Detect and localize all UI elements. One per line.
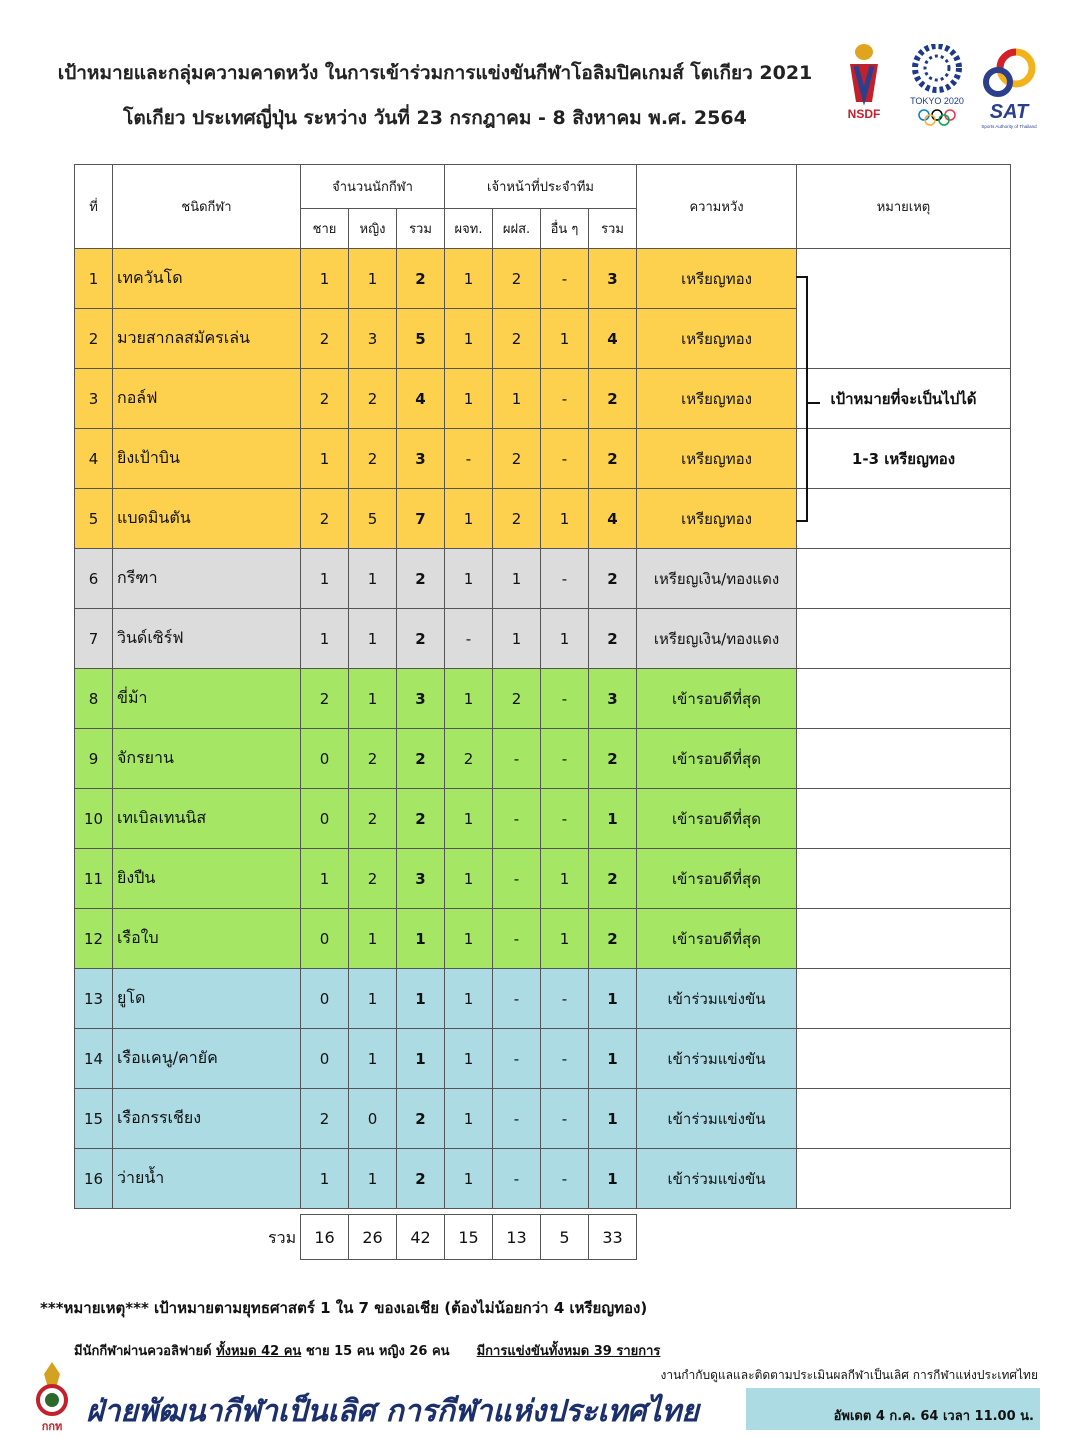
row-sport: เทควันโด [113, 249, 301, 309]
qual-text-post: ชาย 15 คน หญิง 26 คน [301, 1344, 450, 1359]
row-total: 1 [397, 969, 445, 1029]
qualification-summary [74, 1340, 660, 1361]
row-male: 1 [301, 249, 349, 309]
row-sport: ยิงเป้าบิน [113, 429, 301, 489]
row-no: 2 [75, 309, 113, 369]
row-female: 1 [349, 969, 397, 1029]
row-total: 2 [397, 249, 445, 309]
table-row [75, 1089, 1011, 1149]
row-remark [797, 1029, 1011, 1089]
row-coach: 1 [493, 609, 541, 669]
total-manager: 15 [445, 1215, 493, 1260]
row-other: - [541, 1089, 589, 1149]
row-staff-total: 2 [589, 849, 637, 909]
row-other: 1 [541, 309, 589, 369]
row-total: 7 [397, 489, 445, 549]
row-coach: 2 [493, 249, 541, 309]
table-row [75, 549, 1011, 609]
row-sport: ขี่ม้า [113, 669, 301, 729]
row-coach: 1 [493, 549, 541, 609]
col-total-header: รวม [397, 209, 445, 249]
row-sport: จักรยาน [113, 729, 301, 789]
row-expect: เข้ารอบดีที่สุด [637, 789, 797, 849]
row-female: 2 [349, 849, 397, 909]
row-manager: 2 [445, 729, 493, 789]
row-staff-total: 3 [589, 249, 637, 309]
update-timestamp: อัพเดต 4 ก.ค. 64 เวลา 11.00 น. [746, 1388, 1040, 1430]
row-manager: 1 [445, 789, 493, 849]
table-row [75, 429, 1011, 489]
row-male: 1 [301, 849, 349, 909]
row-staff-total: 4 [589, 309, 637, 369]
row-male: 2 [301, 1089, 349, 1149]
row-male: 1 [301, 609, 349, 669]
row-no: 11 [75, 849, 113, 909]
row-manager: 1 [445, 849, 493, 909]
total-staff: 33 [589, 1215, 637, 1260]
row-staff-total: 2 [589, 729, 637, 789]
row-no: 14 [75, 1029, 113, 1089]
row-no: 4 [75, 429, 113, 489]
row-female: 2 [349, 369, 397, 429]
col-female-header: หญิง [349, 209, 397, 249]
row-coach: - [493, 969, 541, 1029]
title-line-2: โตเกียว ประเทศญี่ปุ่น ระหว่าง วันที่ 23 กรกฎาคม - 8 สิงหาคม พ.ศ. 2564 [123, 107, 747, 129]
row-male: 1 [301, 429, 349, 489]
sat-logo [976, 42, 1042, 132]
table-row [75, 849, 1011, 909]
row-manager: 1 [445, 1089, 493, 1149]
tokyo-text: TOKYO 2020 [910, 96, 964, 106]
row-expect: เข้าร่วมแข่งขัน [637, 1149, 797, 1209]
col-male-header: ชาย [301, 209, 349, 249]
row-other: - [541, 429, 589, 489]
row-female: 1 [349, 1029, 397, 1089]
table-row [75, 669, 1011, 729]
sat-subtext: Sports Authority of Thailand [981, 124, 1037, 129]
row-remark [797, 849, 1011, 909]
row-other: 1 [541, 909, 589, 969]
table-row [75, 729, 1011, 789]
total-athletes: 42 [397, 1215, 445, 1260]
row-other: - [541, 1029, 589, 1089]
row-staff-total: 2 [589, 909, 637, 969]
row-sport: เรือกรรเชียง [113, 1089, 301, 1149]
row-male: 0 [301, 1029, 349, 1089]
col-remark-header: หมายเหตุ [797, 165, 1011, 249]
row-no: 8 [75, 669, 113, 729]
row-female: 1 [349, 249, 397, 309]
row-total: 5 [397, 309, 445, 369]
table-row [75, 489, 1011, 549]
row-remark [797, 489, 1011, 549]
row-staff-total: 2 [589, 609, 637, 669]
qual-text-pre: มีนักกีฬาผ่านควอลิฟายด์ [74, 1344, 217, 1359]
row-manager: 1 [445, 489, 493, 549]
total-female: 26 [349, 1215, 397, 1260]
logo-group [832, 42, 1042, 132]
row-other: 1 [541, 849, 589, 909]
row-expect: เข้ารอบดีที่สุด [637, 849, 797, 909]
row-staff-total: 2 [589, 369, 637, 429]
row-coach: - [493, 729, 541, 789]
row-no: 9 [75, 729, 113, 789]
row-coach: - [493, 1089, 541, 1149]
row-manager: 1 [445, 1029, 493, 1089]
row-remark [797, 549, 1011, 609]
row-coach: 1 [493, 369, 541, 429]
row-sport: ยูโด [113, 969, 301, 1029]
row-remark [797, 969, 1011, 1029]
row-expect: เหรียญทอง [637, 429, 797, 489]
table-row [75, 969, 1011, 1029]
row-male: 0 [301, 729, 349, 789]
row-remark [797, 729, 1011, 789]
row-no: 16 [75, 1149, 113, 1209]
row-coach: 2 [493, 489, 541, 549]
total-male: 16 [301, 1215, 349, 1260]
total-other: 5 [541, 1215, 589, 1260]
row-coach: 2 [493, 429, 541, 489]
row-staff-total: 4 [589, 489, 637, 549]
row-sport: เรือแคนู/คายัค [113, 1029, 301, 1089]
row-female: 1 [349, 669, 397, 729]
sat-text: SAT [989, 101, 1029, 123]
row-total: 2 [397, 729, 445, 789]
row-other: - [541, 1149, 589, 1209]
table-row [75, 909, 1011, 969]
row-staff-total: 1 [589, 1089, 637, 1149]
row-other: - [541, 549, 589, 609]
row-male: 1 [301, 549, 349, 609]
row-no: 10 [75, 789, 113, 849]
row-female: 1 [349, 1149, 397, 1209]
row-manager: 1 [445, 309, 493, 369]
row-female: 2 [349, 429, 397, 489]
nsdf-text: NSDF [847, 107, 881, 121]
row-expect: เข้าร่วมแข่งขัน [637, 1029, 797, 1089]
qual-text-total: ทั้งหมด 42 คน [216, 1344, 302, 1359]
table-row [75, 369, 1011, 429]
row-remark [797, 909, 1011, 969]
row-expect: เหรียญเงิน/ทองแดง [637, 549, 797, 609]
row-staff-total: 1 [589, 1149, 637, 1209]
row-sport: มวยสากลสมัครเล่น [113, 309, 301, 369]
totals-label: รวม [268, 1228, 297, 1247]
row-no: 13 [75, 969, 113, 1029]
row-female: 5 [349, 489, 397, 549]
events-count: มีการแข่งขันทั้งหมด 39 รายการ [476, 1344, 661, 1359]
row-expect: เหรียญทอง [637, 369, 797, 429]
row-female: 1 [349, 909, 397, 969]
row-staff-total: 1 [589, 969, 637, 1029]
col-sport-header: ชนิดกีฬา [113, 165, 301, 249]
row-coach: - [493, 909, 541, 969]
col-staff-total-header: รวม [589, 209, 637, 249]
row-remark [797, 309, 1011, 369]
row-sport: ยิงปืน [113, 849, 301, 909]
col-expect-header: ความหวัง [637, 165, 797, 249]
row-total: 2 [397, 609, 445, 669]
row-total: 3 [397, 849, 445, 909]
row-sport: แบดมินตัน [113, 489, 301, 549]
row-male: 2 [301, 369, 349, 429]
row-coach: 2 [493, 309, 541, 369]
footnote: ***หมายเหตุ*** เป้าหมายตามยุทธศาสตร์ 1 ใน 7 ของเอเชีย (ต้องไม่น้อยกว่า 4 เหรียญทอง) [40, 1299, 648, 1317]
row-other: 1 [541, 609, 589, 669]
row-coach: - [493, 1029, 541, 1089]
emblem-text: กกท [41, 1420, 63, 1433]
row-coach: 2 [493, 669, 541, 729]
row-expect: เหรียญเงิน/ทองแดง [637, 609, 797, 669]
row-total: 3 [397, 669, 445, 729]
table-row [75, 249, 1011, 309]
row-expect: เข้าร่วมแข่งขัน [637, 1089, 797, 1149]
row-no: 12 [75, 909, 113, 969]
row-manager: 1 [445, 669, 493, 729]
row-sport: วินด์เซิร์ฟ [113, 609, 301, 669]
col-staff-header: เจ้าหน้าที่ประจำทีม [445, 165, 637, 209]
row-female: 1 [349, 609, 397, 669]
row-expect: เหรียญทอง [637, 249, 797, 309]
row-total: 2 [397, 1089, 445, 1149]
row-no: 1 [75, 249, 113, 309]
row-no: 3 [75, 369, 113, 429]
row-staff-total: 2 [589, 429, 637, 489]
total-coach: 13 [493, 1215, 541, 1260]
row-remark [797, 1089, 1011, 1149]
title-line-1: เป้าหมายและกลุ่มความคาดหวัง ในการเข้าร่วมการแข่งขันกีฬาโอลิมปิคเกมส์ โตเกียว 2021 [57, 62, 813, 84]
row-sport: เรือใบ [113, 909, 301, 969]
row-remark [797, 669, 1011, 729]
department-name: ฝ่ายพัฒนากีฬาเป็นเลิศ การกีฬาแห่งประเทศไทย [86, 1394, 699, 1429]
row-manager: 1 [445, 1149, 493, 1209]
row-remark [797, 249, 1011, 309]
row-coach: - [493, 789, 541, 849]
table-row [75, 609, 1011, 669]
row-total: 4 [397, 369, 445, 429]
row-expect: เข้าร่วมแข่งขัน [637, 969, 797, 1029]
row-total: 1 [397, 1029, 445, 1089]
row-staff-total: 1 [589, 1029, 637, 1089]
row-other: - [541, 249, 589, 309]
row-total: 2 [397, 1149, 445, 1209]
row-other: - [541, 969, 589, 1029]
row-manager: - [445, 429, 493, 489]
row-expect: เข้ารอบดีที่สุด [637, 729, 797, 789]
row-female: 2 [349, 729, 397, 789]
row-no: 6 [75, 549, 113, 609]
remark-bracket-tick [808, 402, 820, 404]
row-total: 2 [397, 549, 445, 609]
col-athletes-header: จำนวนนักกีฬา [301, 165, 445, 209]
row-female: 3 [349, 309, 397, 369]
table-row [75, 1029, 1011, 1089]
row-male: 2 [301, 669, 349, 729]
row-coach: - [493, 849, 541, 909]
row-sport: กอล์ฟ [113, 369, 301, 429]
row-expect: เข้ารอบดีที่สุด [637, 669, 797, 729]
row-total: 2 [397, 789, 445, 849]
row-male: 0 [301, 909, 349, 969]
table-row [75, 1149, 1011, 1209]
oversight-note: งานกำกับดูแลและติดตามประเมินผลกีฬาเป็นเลิศ การกีฬาแห่งประเทศไทย [660, 1368, 1038, 1382]
row-sport: กรีฑา [113, 549, 301, 609]
row-other: - [541, 789, 589, 849]
row-manager: - [445, 609, 493, 669]
remark-bracket [796, 276, 808, 522]
row-male: 2 [301, 309, 349, 369]
remark-line-1: เป้าหมายที่จะเป็นไปได้ [797, 369, 1011, 429]
row-other: - [541, 369, 589, 429]
table-row [75, 789, 1011, 849]
row-other: 1 [541, 489, 589, 549]
row-total: 1 [397, 909, 445, 969]
row-manager: 1 [445, 249, 493, 309]
row-other: - [541, 729, 589, 789]
nsdf-logo [832, 42, 896, 128]
row-manager: 1 [445, 969, 493, 1029]
row-no: 15 [75, 1089, 113, 1149]
row-expect: เหรียญทอง [637, 489, 797, 549]
col-no-header: ที่ [75, 165, 113, 249]
col-other-header: อื่น ๆ [541, 209, 589, 249]
row-female: 2 [349, 789, 397, 849]
row-remark [797, 609, 1011, 669]
row-expect: เหรียญทอง [637, 309, 797, 369]
row-no: 5 [75, 489, 113, 549]
remark-line-2: 1-3 เหรียญทอง [797, 429, 1011, 489]
row-other: - [541, 669, 589, 729]
row-staff-total: 3 [589, 669, 637, 729]
row-no: 7 [75, 609, 113, 669]
row-male: 0 [301, 969, 349, 1029]
row-male: 2 [301, 489, 349, 549]
row-manager: 1 [445, 369, 493, 429]
targets-table [74, 164, 1011, 1209]
row-male: 1 [301, 1149, 349, 1209]
row-coach: - [493, 1149, 541, 1209]
tokyo-2020-logo [904, 44, 970, 128]
col-manager-header: ผจท. [445, 209, 493, 249]
row-sport: เทเบิลเทนนิส [113, 789, 301, 849]
totals-table [300, 1214, 637, 1260]
row-total: 3 [397, 429, 445, 489]
row-manager: 1 [445, 909, 493, 969]
row-male: 0 [301, 789, 349, 849]
row-female: 0 [349, 1089, 397, 1149]
sat-emblem-icon [26, 1358, 78, 1434]
row-sport: ว่ายน้ำ [113, 1149, 301, 1209]
row-female: 1 [349, 549, 397, 609]
row-expect: เข้ารอบดีที่สุด [637, 909, 797, 969]
row-remark [797, 1149, 1011, 1209]
col-coach-header: ผฝส. [493, 209, 541, 249]
row-remark [797, 789, 1011, 849]
table-row [75, 309, 1011, 369]
row-manager: 1 [445, 549, 493, 609]
row-staff-total: 1 [589, 789, 637, 849]
row-staff-total: 2 [589, 549, 637, 609]
